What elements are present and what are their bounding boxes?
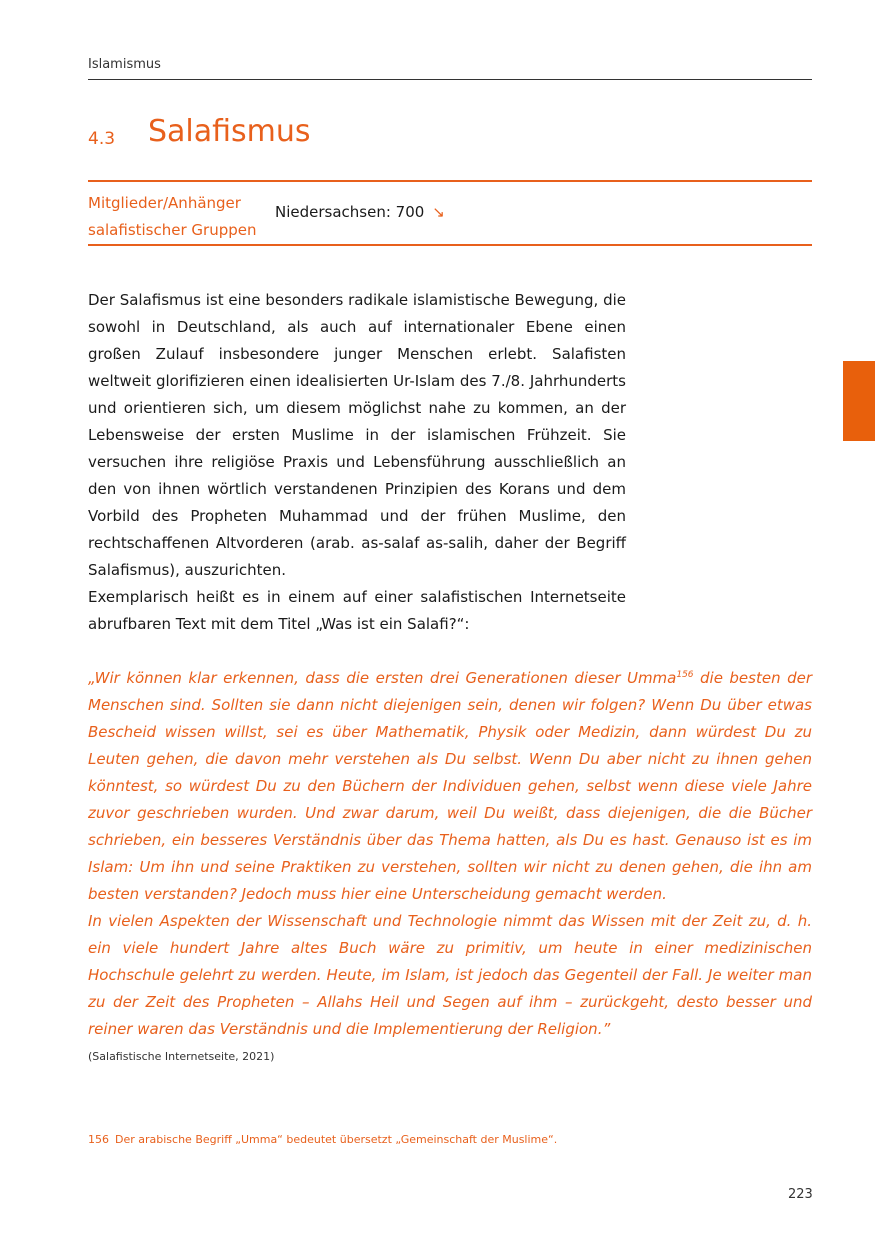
footnote bbox=[88, 1133, 557, 1146]
section-number: 4.3 bbox=[88, 129, 116, 149]
stat-value bbox=[275, 203, 445, 221]
footnote-number: 156 bbox=[88, 1133, 109, 1146]
stat-label-line2: salafistischer Gruppen bbox=[88, 221, 257, 239]
body-paragraph: Der Salafismus ist eine besonders radikale islamistische Bewegung, die sowohl in Deutschland, als auch auf internationaler Ebene einen großen Zulauf insbesondere junger Menschen erlebt. Salafisten weltweit glorifizieren einen idealisierten Ur-Islam des 7./8. Jahrhunderts und orientieren sich, um diesem möglichst nahe zu kommen, an der Lebensweise der ersten Muslime in der islamischen Frühzeit. Sie versuchen ihre religiöse Praxis und Lebensführung ausschließlich an den von ihnen wörtlich verstandenen Prinzipien des Korans und dem Vorbild des Propheten Muhammad und der frühen Muslime, den rechtschaffenen Altvorderen (arab. as-salaf as-salih, daher der Begriff Salafismus), auszurichten. bbox=[88, 291, 626, 579]
quote-paragraph bbox=[88, 665, 812, 908]
quote-text: „Wir können klar erkennen, dass die ersten drei Generationen dieser Umma bbox=[88, 669, 677, 687]
body-paragraph: Exemplarisch heißt es in einem auf einer salafistischen Internetseite abrufbaren Text mit dem Titel „Was ist ein Salafi?“: bbox=[88, 588, 626, 633]
stat-box bbox=[88, 180, 812, 246]
quote-text: die besten der Menschen sind. Sollten sie dann nicht diejenigen sein, denen wir folgen? Wenn Du über etwas Bescheid wissen willst, sei es über Mathematik, Physik oder Medizin, dann würdest Du zu Leuten gehen, die davon mehr verstehen als Du selbst. Wenn Du aber nicht zu ihnen gehen könntest, so würdest Du zu den Büchern der Individuen gehen, selbst wenn diese viele Jahre zuvor geschrieben wurden. Und zwar darum, weil Du weißt, dass diejenigen, die die Bücher schrieben, ein besseres Verständnis über das Thema hatten, als Du es hast. Genauso ist es im Islam: Um ihn und seine Praktiken zu verstehen, sollten wir nicht zu denen gehen, die ihn am besten verstanden? Jedoch muss hier eine Unterscheidung gemacht werden. bbox=[88, 669, 812, 903]
body-text bbox=[88, 287, 626, 638]
quote-paragraph: In vielen Aspekten der Wissenschaft und Technologie nimmt das Wissen mit der Zeit zu, d. h. ein viele hundert Jahre altes Buch wäre zu primitiv, um heute in einer medizinischen Hochschule gelehrt zu werden. Heute, im Islam, ist jedoch das Gegenteil der Fall. Je weiter man zu der Zeit des Propheten – Allahs Heil und Segen auf ihm – zurückgeht, desto besser und reiner waren das Verständnis und die Implementierung der Religion.” bbox=[88, 912, 812, 1038]
block-quote bbox=[88, 665, 812, 1043]
stat-label bbox=[88, 190, 273, 244]
section-title: Salafismus bbox=[148, 114, 311, 149]
arrow-down-right-icon: ↘ bbox=[432, 203, 445, 221]
quote-citation: (Salafistische Internetseite, 2021) bbox=[88, 1050, 275, 1063]
footnote-reference[interactable]: 156 bbox=[676, 670, 694, 680]
running-header: Islamismus bbox=[88, 57, 161, 72]
header-rule bbox=[88, 79, 812, 80]
stat-value-text: Niedersachsen: 700 bbox=[275, 203, 425, 221]
stat-label-line1: Mitglieder/Anhänger bbox=[88, 194, 241, 212]
chapter-tab-marker bbox=[843, 361, 875, 441]
page-number: 223 bbox=[788, 1187, 813, 1202]
footnote-text: Der arabische Begriff „Umma“ bedeutet übersetzt „Gemeinschaft der Muslime“. bbox=[115, 1133, 558, 1146]
